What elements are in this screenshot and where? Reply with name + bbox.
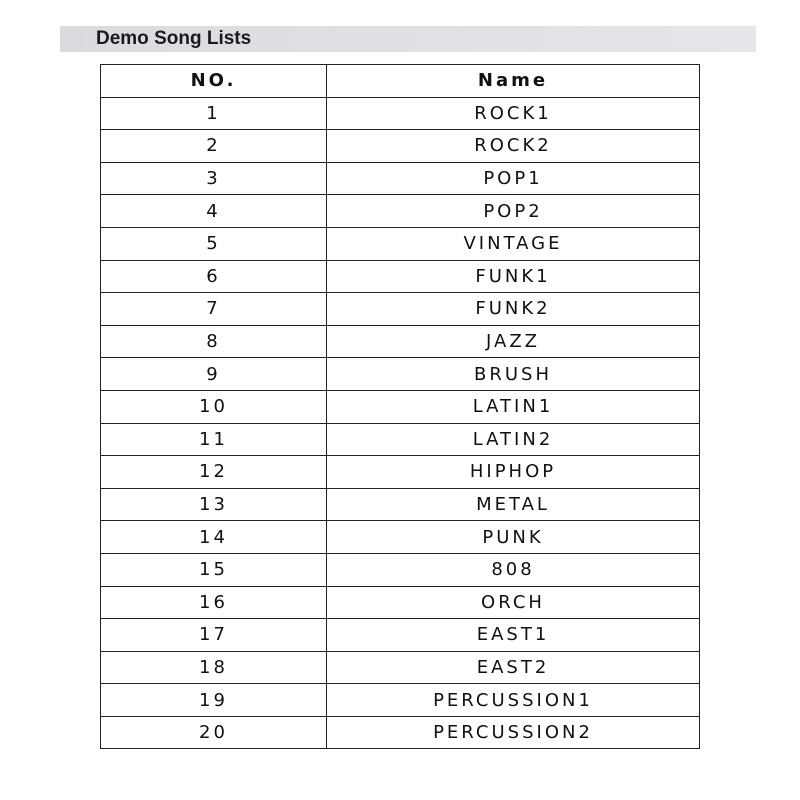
table-row [101, 195, 700, 228]
table-row [101, 651, 700, 684]
song-name-cell: FUNK1 [327, 260, 700, 293]
song-name-cell: LATIN1 [327, 390, 700, 423]
song-number-cell: 13 [101, 488, 327, 521]
table-row [101, 325, 700, 358]
section-header-bar [60, 26, 756, 52]
song-name-cell: ROCK2 [327, 130, 700, 163]
song-number-cell: 1 [101, 97, 327, 130]
table-row [101, 619, 700, 652]
song-name-cell: ORCH [327, 586, 700, 619]
table-row [101, 716, 700, 749]
song-number-cell: 15 [101, 553, 327, 586]
table-row [101, 423, 700, 456]
table-row [101, 260, 700, 293]
song-number-cell: 8 [101, 325, 327, 358]
song-name-cell: EAST2 [327, 651, 700, 684]
table-row [101, 162, 700, 195]
song-name-cell: FUNK2 [327, 293, 700, 326]
table-row [101, 97, 700, 130]
table-header-row [101, 65, 700, 98]
song-number-cell: 20 [101, 716, 327, 749]
song-name-cell: BRUSH [327, 358, 700, 391]
table-row [101, 586, 700, 619]
song-name-cell: VINTAGE [327, 227, 700, 260]
song-number-cell: 9 [101, 358, 327, 391]
song-number-cell: 18 [101, 651, 327, 684]
song-number-cell: 7 [101, 293, 327, 326]
table-row [101, 293, 700, 326]
table-row [101, 488, 700, 521]
song-number-cell: 19 [101, 684, 327, 717]
song-number-cell: 4 [101, 195, 327, 228]
song-name-cell: EAST1 [327, 619, 700, 652]
song-name-cell: HIPHOP [327, 456, 700, 489]
song-name-cell: POP1 [327, 162, 700, 195]
song-number-cell: 17 [101, 619, 327, 652]
song-name-cell: PERCUSSION1 [327, 684, 700, 717]
table-row [101, 227, 700, 260]
song-number-cell: 12 [101, 456, 327, 489]
song-name-cell: 808 [327, 553, 700, 586]
song-name-cell: POP2 [327, 195, 700, 228]
song-number-cell: 11 [101, 423, 327, 456]
song-number-cell: 10 [101, 390, 327, 423]
section-title: Demo Song Lists [96, 28, 252, 49]
song-number-cell: 2 [101, 130, 327, 163]
song-name-cell: LATIN2 [327, 423, 700, 456]
demo-song-table [100, 64, 700, 749]
table-row [101, 521, 700, 554]
table-row [101, 553, 700, 586]
song-name-cell: JAZZ [327, 325, 700, 358]
table-row [101, 684, 700, 717]
song-name-cell: METAL [327, 488, 700, 521]
song-number-cell: 14 [101, 521, 327, 554]
song-number-cell: 16 [101, 586, 327, 619]
column-header-no: NO. [101, 65, 327, 98]
column-header-name: Name [327, 65, 700, 98]
song-number-cell: 3 [101, 162, 327, 195]
song-name-cell: PUNK [327, 521, 700, 554]
song-number-cell: 5 [101, 227, 327, 260]
song-name-cell: PERCUSSION2 [327, 716, 700, 749]
table-row [101, 130, 700, 163]
table-row [101, 390, 700, 423]
song-number-cell: 6 [101, 260, 327, 293]
song-name-cell: ROCK1 [327, 97, 700, 130]
table-row [101, 358, 700, 391]
table-row [101, 456, 700, 489]
